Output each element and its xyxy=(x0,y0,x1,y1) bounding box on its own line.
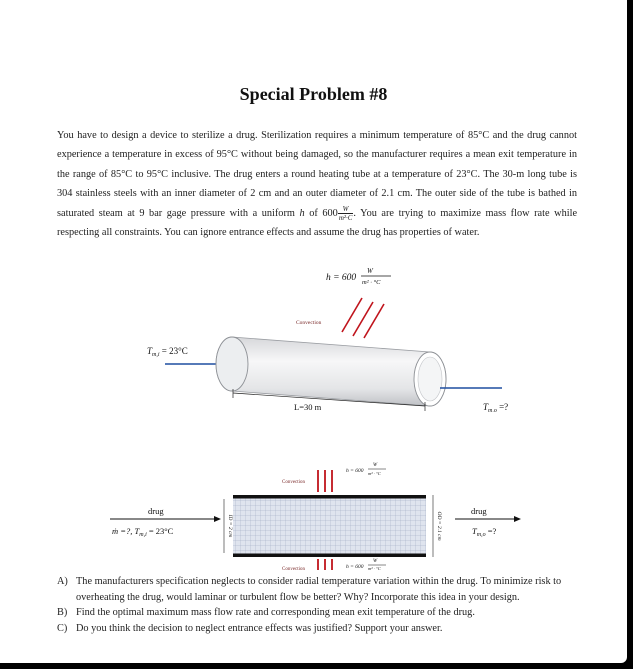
top-h-unit-num: W xyxy=(367,267,373,275)
svg-text:m² · °C: m² · °C xyxy=(368,566,381,570)
problem-statement xyxy=(57,126,577,242)
convection-hatch-top xyxy=(342,298,384,338)
tube-body xyxy=(216,337,446,406)
outlet-temp-label: $T_{m,o}$ =? xyxy=(483,402,509,412)
h-symbol: h xyxy=(299,207,305,219)
length-label: L=30 m xyxy=(294,402,322,412)
statement-part-b: of 600 xyxy=(304,207,338,219)
bottom-lower-convection-label: Convection xyxy=(282,567,306,570)
svg-text:m² · °C: m² · °C xyxy=(368,471,381,476)
h-unit-denominator: m²·C xyxy=(338,213,353,222)
svg-text:W: W xyxy=(373,463,378,468)
bottom-lower-h-label: h = 600 xyxy=(346,564,364,570)
question-a: A) The manufacturers specification neglects to consider radial temperature variation within the drug. To minimize risk to overheating the drug, would laminar or turbulent flow be better? Why? Incorporate this idea in your design. xyxy=(57,576,562,603)
tube-interior-mesh xyxy=(233,499,426,554)
bottom-outlet-params: $T_{m,o}$ =? xyxy=(472,526,497,538)
convection-hatch-lower xyxy=(318,559,332,570)
bottom-inlet-word: drug xyxy=(148,506,164,516)
page-title: Special Problem #8 xyxy=(239,84,388,104)
top-h-label: h = 600 xyxy=(326,273,357,283)
convection-hatch-upper xyxy=(318,470,332,492)
bottom-inlet-params: ṁ =?, $T_{m,i} = 23^\circ C$ xyxy=(112,526,174,538)
tube-3d-figure xyxy=(0,262,627,412)
bottom-top-convection-label: Convection xyxy=(282,480,306,485)
h-unit-fraction xyxy=(338,205,354,222)
statement-part-a: You have to design a device to sterilize a drug. Sterilization requires a minimum temperature of 85°C and the drug cannot experience a temperature in excess of 95°C without being damaged, so the manufacturer requires a mean exit temperature in the range of 85°C to 95°C inclusive. The drug enters a round heating tube at a temperature of 23°C. The 30-m long tube is 304 stainless steels with an inner diameter of 2 cm and an outer diameter of 2.1 cm. The outer side of the tube is bathed in saturated steam at 9 bar gage pressure with a uniform xyxy=(57,130,577,219)
question-list xyxy=(57,574,587,636)
tube-left-end xyxy=(216,337,248,391)
inlet-temp-label: $T_{m,i} = 23^\circ C$ xyxy=(147,346,188,358)
top-convection-label: Convection xyxy=(296,320,322,326)
id-label: ID = 2 cm xyxy=(227,514,233,538)
question-c: C) Do you think the decision to neglect entrance effects was justified? Support your answer. xyxy=(57,622,443,634)
h-unit-numerator: W xyxy=(338,205,354,214)
bottom-outlet-word: drug xyxy=(471,506,487,516)
od-label: OD = 2.1 cm xyxy=(436,511,442,541)
tube-wall-bottom xyxy=(233,554,426,558)
tube-wall-top xyxy=(233,495,426,499)
question-b: B) Find the optimal maximum mass flow rate and corresponding mean exit temperature of the drug. xyxy=(57,607,475,618)
tube-cross-section-figure xyxy=(0,410,627,570)
bottom-top-h-label: h = 600 xyxy=(346,468,364,474)
statement-part-c: . You are trying to maximize mass flow rate while respecting all constraints. You can ignore entrance effects and assume the drug has properties of water. xyxy=(57,207,578,239)
top-h-unit-den: m² · °C xyxy=(362,279,381,286)
svg-text:W: W xyxy=(373,559,378,564)
